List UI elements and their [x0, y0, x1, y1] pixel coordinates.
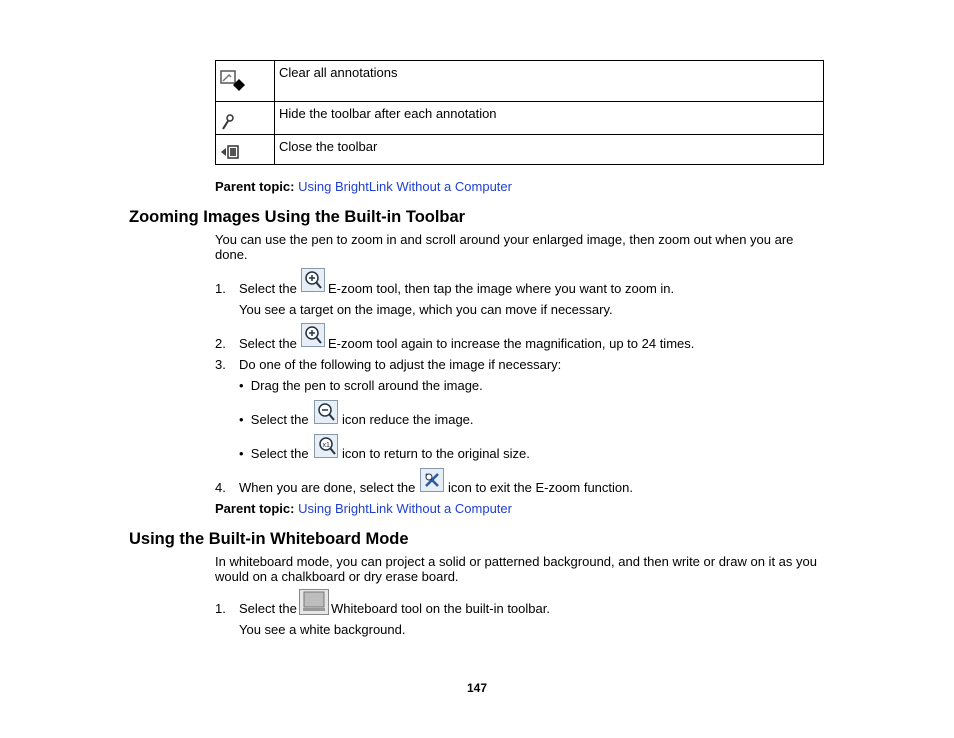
step-note: You see a white background.: [239, 622, 406, 637]
table-icon-cell: [216, 61, 275, 102]
step-text-pre: Select the: [239, 336, 297, 351]
bullet-glyph: •: [239, 446, 244, 461]
step-number: 3.: [215, 357, 226, 372]
section-heading: Zooming Images Using the Built-in Toolbar: [129, 208, 466, 226]
bullet-item: [239, 412, 309, 427]
step-text-pre: Select the: [239, 601, 297, 616]
table-icon-cell: [216, 135, 275, 165]
step-number: 1.: [215, 601, 226, 616]
section-intro: You can use the pen to zoom in and scroll around your enlarged image, then zoom out when you are done.: [215, 232, 794, 262]
step-number: 1.: [215, 281, 226, 296]
step-text-post: E-zoom tool, then tap the image where you want to zoom in.: [328, 281, 675, 296]
step-text-post: icon to exit the E-zoom function.: [448, 480, 633, 495]
e-zoom-exit-icon: [420, 468, 444, 492]
step-number: 4.: [215, 480, 226, 495]
table-label-cell: Hide the toolbar after each annotation: [275, 102, 824, 135]
parent-topic: [215, 501, 512, 516]
clear-annotations-icon: [219, 67, 247, 95]
parent-topic-link[interactable]: Using BrightLink Without a Computer: [298, 501, 512, 516]
bullet-text-post: icon reduce the image.: [342, 412, 474, 427]
step-text-pre: When you are done, select the: [239, 480, 416, 495]
e-zoom-in-icon: [301, 323, 325, 347]
pin-icon: [221, 113, 235, 131]
step-text: [239, 281, 297, 296]
section-intro: In whiteboard mode, you can project a solid or patterned background, and then write or draw on it as you would on a chalkboard or dry erase board.: [215, 554, 817, 584]
section-heading: Using the Built-in Whiteboard Mode: [129, 530, 409, 548]
parent-topic-label: Parent topic:: [215, 179, 295, 194]
step-number: 2.: [215, 336, 226, 351]
whiteboard-icon: [299, 589, 329, 615]
parent-topic-link[interactable]: Using BrightLink Without a Computer: [298, 179, 512, 194]
bullet-text: Drag the pen to scroll around the image.: [250, 378, 483, 393]
table-label-cell: Close the toolbar: [275, 135, 824, 165]
parent-topic: [215, 179, 512, 194]
close-toolbar-icon: [220, 144, 240, 160]
bullet-text-pre: Select the: [250, 446, 309, 461]
table-label-cell: Clear all annotations: [275, 61, 824, 102]
step-text-post: E-zoom tool again to increase the magnification, up to 24 times.: [328, 336, 695, 351]
bullet-glyph: •: [239, 412, 244, 427]
step-text: Do one of the following to adjust the image if necessary:: [239, 357, 562, 372]
e-zoom-reset-icon: [314, 434, 338, 458]
table-row: [216, 102, 824, 135]
table-row: [216, 61, 824, 102]
step-text-post: Whiteboard tool on the built-in toolbar.: [331, 601, 550, 616]
table-row: [216, 135, 824, 165]
step-note: You see a target on the image, which you can move if necessary.: [239, 302, 613, 317]
bullet-glyph: •: [239, 378, 244, 393]
svg-text:x1: x1: [322, 442, 330, 449]
toolbar-table: [215, 60, 824, 165]
table-icon-cell: [216, 102, 275, 135]
bullet-text-pre: Select the: [250, 412, 309, 427]
bullet-item: [239, 378, 483, 393]
e-zoom-in-icon: [301, 268, 325, 292]
step-text-pre: Select the: [239, 281, 297, 296]
e-zoom-out-icon: [314, 400, 338, 424]
parent-topic-label: Parent topic:: [215, 501, 295, 516]
bullet-item: [239, 446, 309, 461]
bullet-text-post: icon to return to the original size.: [342, 446, 530, 461]
page-number: 147: [466, 681, 488, 695]
